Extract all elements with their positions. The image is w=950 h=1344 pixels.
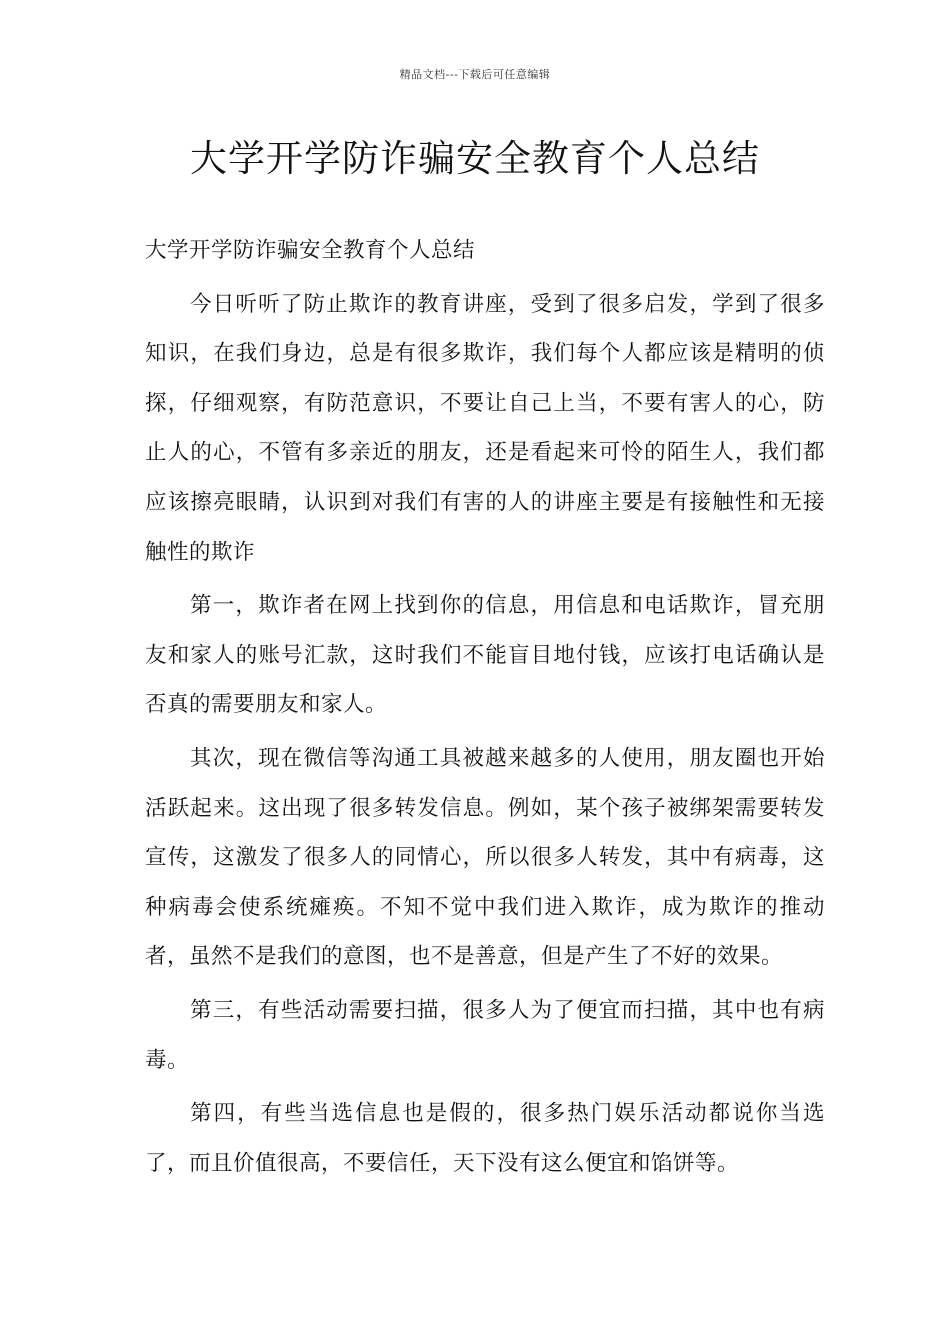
- document-body: [145, 226, 825, 1192]
- document-title: 大学开学防诈骗安全教育个人总结: [190, 137, 760, 180]
- body-paragraph: 今日听听了防止欺诈的教育讲座，受到了很多启发，学到了很多知识，在我们身边，总是有很多欺诈，我们每个人都应该是精明的侦探，仔细观察，有防范意识，不要让自己上当，不要有害人的心，防止人的心，不管有多亲近的朋友，还是看起来可怜的陌生人，我们都应该擦亮眼睛，认识到对我们有害的人的讲座主要是有接触性和无接触性的欺诈: [145, 291, 825, 565]
- body-paragraph: 第三，有些活动需要扫描，很多人为了便宜而扫描，其中也有病毒。: [145, 997, 825, 1073]
- body-paragraph: 第一，欺诈者在网上找到你的信息，用信息和电话欺诈，冒充朋友和家人的账号汇款，这时我们不能盲目地付钱，应该打电话确认是否真的需要朋友和家人。: [145, 593, 825, 718]
- header-note: 精品文档---下载后可任意编辑: [399, 68, 551, 81]
- body-paragraph: 其次，现在微信等沟通工具被越来越多的人使用，朋友圈也开始活跃起来。这出现了很多转发信息。例如，某个孩子被绑架需要转发宣传，这激发了很多人的同情心，所以很多人转发，其中有病毒，这种病毒会使系统瘫痪。不知不觉中我们进入欺诈，成为欺诈的推动者，虽然不是我们的意图，也不是善意，但是产生了不好的效果。: [145, 745, 825, 970]
- body-paragraph: 第四，有些当选信息也是假的，很多热门娱乐活动都说你当选了，而且价值很高，不要信任，天下没有这么便宜和馅饼等。: [145, 1101, 825, 1176]
- subtitle-paragraph: 大学开学防诈骗安全教育个人总结: [145, 238, 476, 263]
